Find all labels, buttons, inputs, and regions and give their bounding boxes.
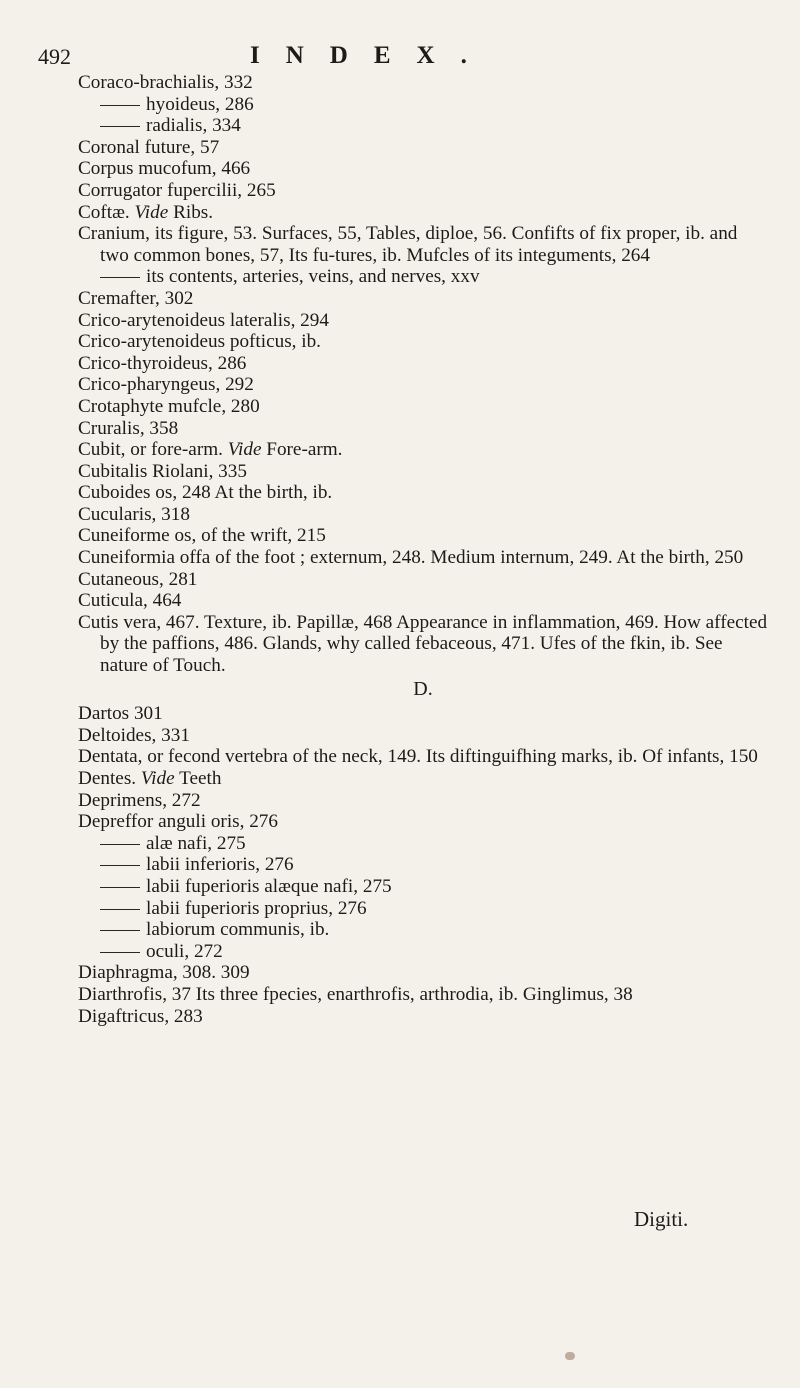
- repeat-dash: [100, 844, 140, 845]
- repeat-dash: [100, 865, 140, 866]
- page-title: INDEX.: [250, 42, 493, 69]
- repeat-dash: [100, 909, 140, 910]
- index-entry: Crico-thyroideus, 286: [78, 352, 247, 374]
- index-entry: Corpus mucofum, 466: [78, 158, 251, 180]
- index-entry: Crico-arytenoideus pofticus, ib.: [78, 331, 321, 353]
- page-number: 492: [38, 44, 71, 69]
- index-entry: Digaftricus, 283: [78, 1005, 203, 1027]
- index-entry: Deltoides, 331: [78, 724, 190, 746]
- index-subentry: labii inferioris, 276: [78, 854, 768, 876]
- index-entry: Cranium, its figure, 53. Surfaces, 55, Tables, diploe, 56. Confifts of fix proper, ib. and two common bones, 57, Its fu-tures, ib. Mufcles of its integuments, 264: [78, 223, 738, 266]
- entries-c: [78, 72, 768, 677]
- index-entry: Diarthrofis, 37 Its three fpecies, enarthrofis, arthrodia, ib. Ginglimus, 38: [78, 983, 633, 1005]
- index-subentry: hyoideus, 286: [78, 94, 768, 116]
- index-entry: Dartos 301: [78, 703, 163, 725]
- index-entry: Cucularis, 318: [78, 503, 190, 525]
- repeat-dash: [100, 277, 140, 278]
- index-entry: Diaphragma, 308. 309: [78, 962, 250, 984]
- catchword: Digiti.: [634, 1207, 689, 1231]
- index-entry: Cuboides os, 248 At the birth, ib.: [78, 482, 333, 504]
- index-entry: Cubitalis Riolani, 335: [78, 460, 247, 482]
- ink-blot: [565, 1352, 575, 1360]
- index-subentry: alæ nafi, 275: [78, 833, 768, 855]
- repeat-dash: [100, 887, 140, 888]
- index-subentry: radialis, 334: [78, 115, 768, 137]
- index-entry: Coftæ. Vide Ribs.: [78, 201, 214, 223]
- index-subentry: labii fuperioris alæque nafi, 275: [78, 876, 768, 898]
- index-subentry: its contents, arteries, veins, and nerves, xxv: [78, 266, 768, 288]
- entries-d: [78, 703, 768, 1027]
- index-subentry: labii fuperioris proprius, 276: [78, 898, 768, 920]
- index-entry: Dentes. Vide Teeth: [78, 768, 222, 789]
- index-entry: Crico-arytenoideus lateralis, 294: [78, 309, 329, 331]
- index-entry: Corrugator fupercilii, 265: [78, 179, 276, 201]
- section-letter: D.: [413, 677, 433, 700]
- repeat-dash: [100, 930, 140, 931]
- repeat-dash: [100, 952, 140, 953]
- index-entry: Cutaneous, 281: [78, 568, 198, 590]
- index-entry: Cutis vera, 467. Texture, ib. Papillæ, 468 Appearance in inflammation, 469. How affected by the paffions, 486. Glands, why called febaceous, 471. Ufes of the fkin, ib. See nature of Touch.: [78, 611, 768, 677]
- index-entry: Cremafter, 302: [78, 287, 194, 309]
- index-entry: Cruralis, 358: [78, 417, 179, 439]
- repeat-dash: [100, 126, 140, 127]
- index-entry: Crico-pharyngeus, 292: [78, 374, 254, 396]
- index-entry: Cuticula, 464: [78, 590, 182, 612]
- index-entry: Crotaphyte mufcle, 280: [78, 395, 260, 417]
- index-entry: Coronal future, 57: [78, 136, 220, 158]
- index-entry: Dentata, or fecond vertebra of the neck, 149. Its diftinguifhing marks, ib. Of infants, 150: [78, 746, 758, 768]
- index-entry: Coraco-brachialis, 332: [78, 72, 253, 93]
- index-entry: Deprimens, 272: [78, 789, 201, 811]
- index-subentry: oculi, 272: [78, 941, 768, 963]
- page-header: [38, 42, 758, 72]
- index-entry: Depreffor anguli oris, 276: [78, 811, 278, 833]
- index-entry: Cubit, or fore-arm. Vide Fore-arm.: [78, 439, 343, 461]
- repeat-dash: [100, 105, 140, 106]
- index-entries: [78, 72, 768, 1027]
- index-entry: Cuneiformia offa of the foot ; externum, 248. Medium internum, 249. At the birth, 250: [78, 547, 744, 569]
- index-entry: Cuneiforme os, of the wrift, 215: [78, 525, 326, 547]
- index-subentry: labiorum communis, ib.: [78, 919, 768, 941]
